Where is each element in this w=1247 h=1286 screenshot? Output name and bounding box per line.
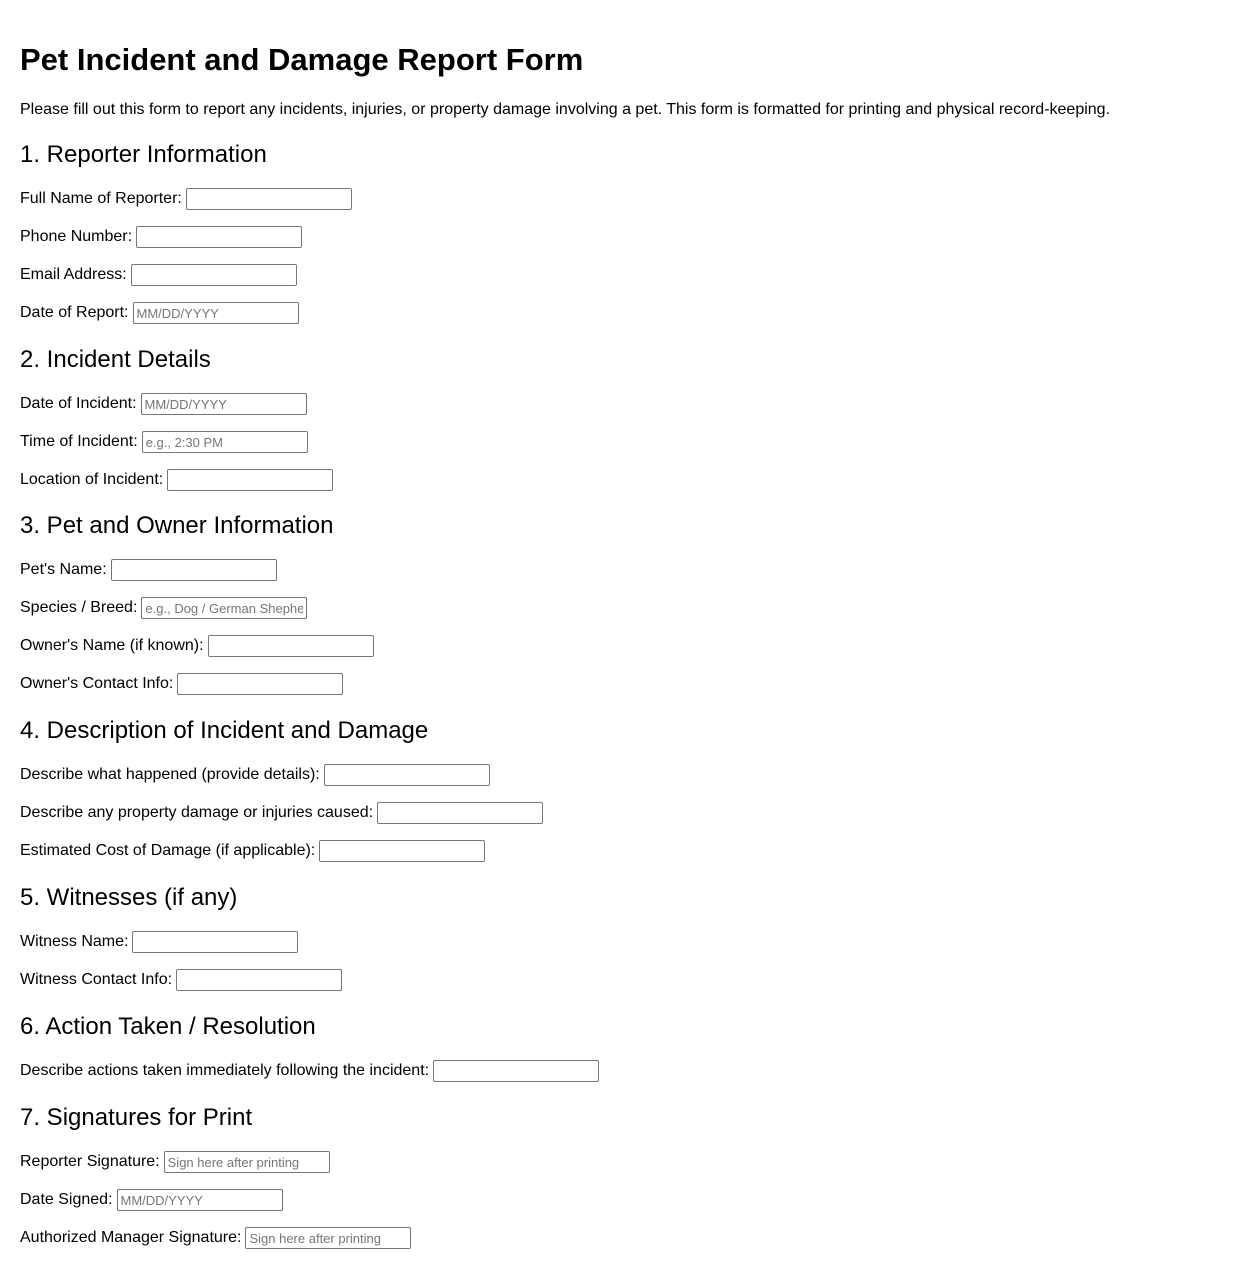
time-of-incident-label: Time of Incident: — [20, 433, 138, 450]
section-heading-witnesses: 5. Witnesses (if any) — [20, 884, 238, 911]
phone-number-label: Phone Number: — [20, 228, 133, 245]
owner-name-label: Owner's Name (if known): — [20, 637, 204, 654]
actions-taken-label: Describe actions taken immediately following the incident: — [20, 1062, 430, 1079]
manager-signature-label: Authorized Manager Signature: — [20, 1229, 242, 1246]
section-heading-action-taken: 6. Action Taken / Resolution — [20, 1013, 316, 1040]
field-row-species-breed — [20, 597, 307, 619]
field-row-owner-name — [20, 635, 374, 657]
section-heading-signatures: 7. Signatures for Print — [20, 1104, 253, 1131]
witness-name-label: Witness Name: — [20, 933, 129, 950]
date-signed-input[interactable] — [117, 1189, 283, 1211]
estimated-cost-input[interactable] — [319, 840, 485, 862]
field-row-email-address — [20, 264, 297, 286]
section-heading-pet-owner-information: 3. Pet and Owner Information — [20, 512, 334, 539]
field-row-date-signed — [20, 1189, 283, 1211]
field-row-date-of-incident — [20, 393, 307, 415]
witness-contact-info-label: Witness Contact Info: — [20, 971, 173, 988]
damage-injuries-input[interactable] — [377, 802, 543, 824]
field-row-pet-name — [20, 559, 277, 581]
reporter-signature-input[interactable] — [164, 1151, 330, 1173]
field-row-owner-contact-info — [20, 673, 343, 695]
actions-taken-input[interactable] — [433, 1060, 599, 1082]
field-row-date-of-report — [20, 302, 299, 324]
manager-signature-input[interactable] — [245, 1227, 411, 1249]
time-of-incident-input[interactable] — [142, 431, 308, 453]
section-heading-incident-details: 2. Incident Details — [20, 346, 211, 373]
date-of-incident-label: Date of Incident: — [20, 395, 137, 412]
field-row-estimated-cost — [20, 840, 485, 862]
email-address-input[interactable] — [131, 264, 297, 286]
location-of-incident-input[interactable] — [167, 469, 333, 491]
field-row-what-happened — [20, 764, 490, 786]
witness-name-input[interactable] — [132, 931, 298, 953]
damage-injuries-label: Describe any property damage or injuries caused: — [20, 804, 374, 821]
reporter-signature-label: Reporter Signature: — [20, 1153, 160, 1170]
section-heading-description: 4. Description of Incident and Damage — [20, 717, 429, 744]
owner-contact-info-input[interactable] — [177, 673, 343, 695]
what-happened-input[interactable] — [324, 764, 490, 786]
pet-name-label: Pet's Name: — [20, 561, 107, 578]
date-of-report-label: Date of Report: — [20, 304, 129, 321]
email-address-label: Email Address: — [20, 266, 127, 283]
what-happened-label: Describe what happened (provide details): — [20, 766, 320, 783]
witness-contact-info-input[interactable] — [176, 969, 342, 991]
owner-name-input[interactable] — [208, 635, 374, 657]
owner-contact-info-label: Owner's Contact Info: — [20, 675, 174, 692]
field-row-reporter-signature — [20, 1151, 330, 1173]
field-row-actions-taken — [20, 1060, 599, 1082]
phone-number-input[interactable] — [136, 226, 302, 248]
date-signed-label: Date Signed: — [20, 1191, 113, 1208]
page-title: Pet Incident and Damage Report Form — [20, 42, 584, 77]
field-row-witness-name — [20, 931, 298, 953]
section-heading-reporter-information: 1. Reporter Information — [20, 141, 267, 168]
pet-name-input[interactable] — [111, 559, 277, 581]
location-of-incident-label: Location of Incident: — [20, 471, 164, 488]
field-row-time-of-incident — [20, 431, 308, 453]
field-row-damage-injuries — [20, 802, 543, 824]
field-row-phone-number — [20, 226, 302, 248]
reporter-name-input[interactable] — [186, 188, 352, 210]
field-row-witness-contact-info — [20, 969, 342, 991]
estimated-cost-label: Estimated Cost of Damage (if applicable): — [20, 842, 316, 859]
species-breed-input[interactable] — [141, 597, 307, 619]
date-of-incident-input[interactable] — [141, 393, 307, 415]
field-row-reporter-name — [20, 188, 352, 210]
field-row-manager-signature — [20, 1227, 411, 1249]
reporter-name-label: Full Name of Reporter: — [20, 190, 182, 207]
field-row-location-of-incident — [20, 469, 333, 491]
form-intro: Please fill out this form to report any incidents, injuries, or property damage involving a pet. This form is formatted for printing and physical record-keeping. — [20, 101, 1111, 118]
species-breed-label: Species / Breed: — [20, 599, 138, 616]
date-of-report-input[interactable] — [133, 302, 299, 324]
